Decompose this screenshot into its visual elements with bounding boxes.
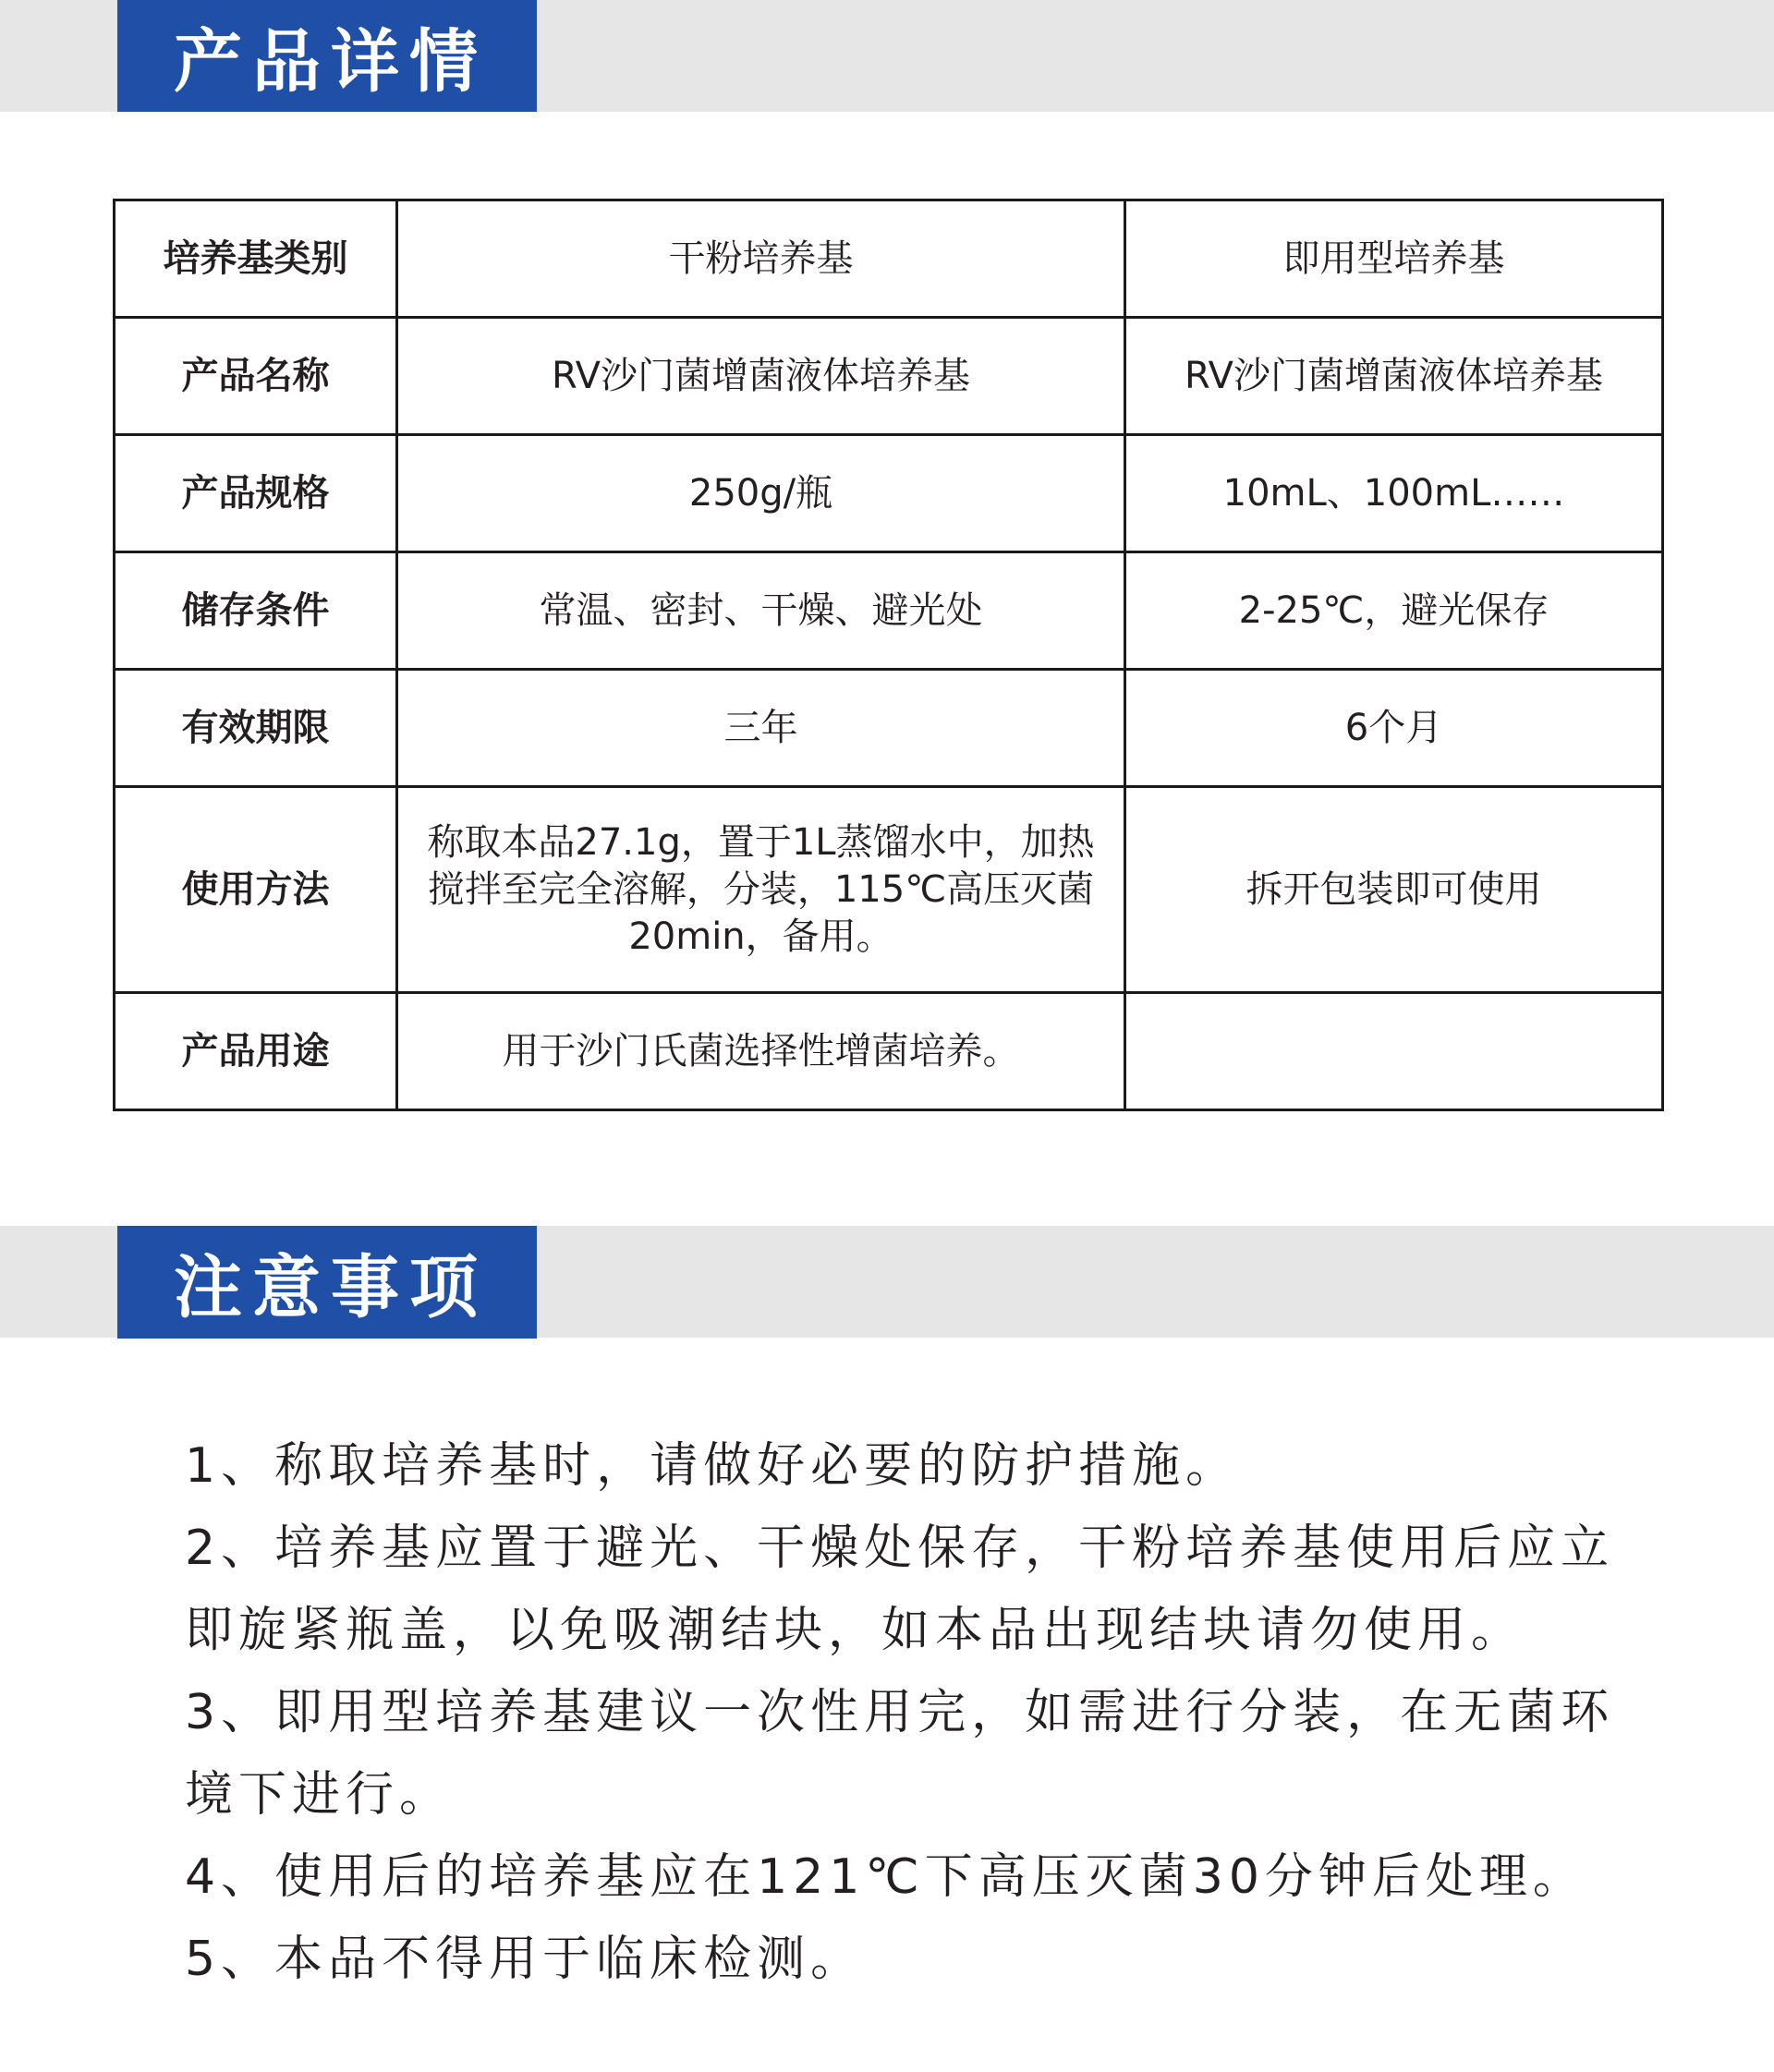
table-row xyxy=(115,787,1663,993)
cell-dry-powder: 250g/瓶 xyxy=(397,435,1125,552)
cell-ready-to-use: 6个月 xyxy=(1125,670,1663,787)
cell-dry-powder: 干粉培养基 xyxy=(397,200,1125,318)
table-row xyxy=(115,435,1663,552)
cell-dry-powder: 三年 xyxy=(397,670,1125,787)
cell-ready-to-use: RV沙门菌增菌液体培养基 xyxy=(1125,318,1663,435)
cell-dry-powder: 用于沙门氏菌选择性增菌培养。 xyxy=(397,993,1125,1110)
cell-ready-to-use: 10mL、100mL…… xyxy=(1125,435,1663,552)
precautions-list xyxy=(185,1425,1663,2001)
table-row xyxy=(115,318,1663,435)
list-item: 2、培养基应置于避光、干燥处保存，干粉培养基使用后应立即旋紧瓶盖，以免吸潮结块，如本品出现结块请勿使用。 xyxy=(185,1521,1615,1658)
section-title-precautions: 注意事项 xyxy=(117,1226,537,1339)
row-label: 产品用途 xyxy=(115,993,397,1110)
row-label: 使用方法 xyxy=(115,787,397,993)
row-label: 储存条件 xyxy=(115,552,397,670)
list-item: 1、称取培养基时，请做好必要的防护措施。 xyxy=(185,1438,1240,1494)
section-title-product-details: 产品详情 xyxy=(117,0,537,112)
table-row xyxy=(115,200,1663,318)
cell-ready-to-use: 2-25℃，避光保存 xyxy=(1125,552,1663,670)
row-label: 培养基类别 xyxy=(115,200,397,318)
table-row xyxy=(115,552,1663,670)
cell-ready-to-use: 拆开包装即可使用 xyxy=(1125,787,1663,993)
cell-ready-to-use: 即用型培养基 xyxy=(1125,200,1663,318)
cell-dry-powder: 常温、密封、干燥、避光处 xyxy=(397,552,1125,670)
table-row xyxy=(115,670,1663,787)
cell-dry-powder: RV沙门菌增菌液体培养基 xyxy=(397,318,1125,435)
row-label: 产品名称 xyxy=(115,318,397,435)
list-item: 4、使用后的培养基应在121℃下高压灭菌30分钟后处理。 xyxy=(185,1849,1586,1905)
product-spec-table xyxy=(113,199,1664,1111)
row-label: 产品规格 xyxy=(115,435,397,552)
cell-dry-powder: 称取本品27.1g，置于1L蒸馏水中，加热搅拌至完全溶解，分装，115℃高压灭菌20min，备用。 xyxy=(397,787,1125,993)
list-item: 5、本品不得用于临床检测。 xyxy=(185,1932,865,1987)
row-label: 有效期限 xyxy=(115,670,397,787)
table-row xyxy=(115,993,1663,1110)
cell-ready-to-use xyxy=(1125,993,1663,1110)
list-item: 3、即用型培养基建议一次性用完，如需进行分装，在无菌环境下进行。 xyxy=(185,1685,1615,1823)
